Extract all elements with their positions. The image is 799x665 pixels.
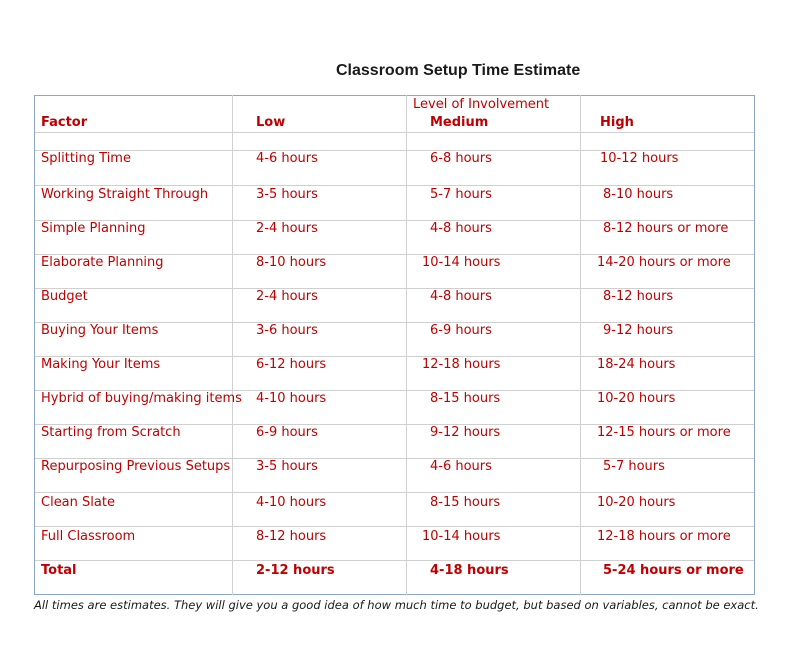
row-divider bbox=[34, 526, 754, 527]
low-cell: 6-9 hours bbox=[256, 425, 318, 440]
high-cell: 8-10 hours bbox=[603, 187, 674, 202]
row-divider bbox=[34, 132, 754, 133]
row-divider bbox=[34, 185, 754, 186]
factor-cell: Making Your Items bbox=[41, 357, 161, 372]
column-divider bbox=[406, 95, 407, 595]
medium-cell: 8-15 hours bbox=[430, 495, 501, 510]
high-cell: 5-7 hours bbox=[603, 459, 665, 474]
factor-cell: Hybrid of buying/making items bbox=[41, 391, 242, 406]
high-cell: 12-15 hours or more bbox=[597, 425, 731, 440]
table-border-right bbox=[754, 95, 755, 595]
total-high-cell: 5-24 hours or more bbox=[603, 563, 744, 578]
factor-cell: Splitting Time bbox=[41, 151, 131, 166]
factor-cell: Elaborate Planning bbox=[41, 255, 164, 270]
column-header-low: Low bbox=[256, 115, 286, 130]
high-cell: 14-20 hours or more bbox=[597, 255, 731, 270]
row-divider bbox=[34, 560, 754, 561]
factor-cell: Buying Your Items bbox=[41, 323, 159, 338]
table-border-left bbox=[34, 95, 35, 595]
low-cell: 3-5 hours bbox=[256, 459, 318, 474]
total-medium-cell: 4-18 hours bbox=[430, 563, 509, 578]
medium-cell: 4-6 hours bbox=[430, 459, 492, 474]
high-cell: 10-20 hours bbox=[597, 495, 676, 510]
column-divider bbox=[232, 95, 233, 595]
factor-cell: Clean Slate bbox=[41, 495, 115, 510]
table-border-top bbox=[34, 95, 754, 96]
low-cell: 3-5 hours bbox=[256, 187, 318, 202]
medium-cell: 6-9 hours bbox=[430, 323, 492, 338]
medium-cell: 9-12 hours bbox=[430, 425, 501, 440]
high-cell: 9-12 hours bbox=[603, 323, 674, 338]
level-of-involvement-label: Level of Involvement bbox=[413, 97, 550, 112]
page-title: Classroom Setup Time Estimate bbox=[336, 62, 581, 79]
low-cell: 4-10 hours bbox=[256, 391, 327, 406]
footnote: All times are estimates. They will give you a good idea of how much time to budget, but based on variables, cannot be exact. bbox=[34, 598, 759, 612]
high-cell: 8-12 hours bbox=[603, 289, 674, 304]
total-label: Total bbox=[41, 563, 77, 578]
column-header-factor: Factor bbox=[41, 115, 88, 130]
medium-cell: 10-14 hours bbox=[422, 529, 501, 544]
high-cell: 18-24 hours bbox=[597, 357, 676, 372]
factor-cell: Repurposing Previous Setups bbox=[41, 459, 231, 474]
low-cell: 4-10 hours bbox=[256, 495, 327, 510]
table-border-bottom bbox=[34, 594, 754, 595]
high-cell: 10-12 hours bbox=[600, 151, 679, 166]
high-cell: 10-20 hours bbox=[597, 391, 676, 406]
factor-cell: Working Straight Through bbox=[41, 187, 209, 202]
factor-cell: Budget bbox=[41, 289, 88, 304]
low-cell: 8-10 hours bbox=[256, 255, 327, 270]
medium-cell: 5-7 hours bbox=[430, 187, 492, 202]
low-cell: 2-4 hours bbox=[256, 221, 318, 236]
medium-cell: 12-18 hours bbox=[422, 357, 501, 372]
medium-cell: 4-8 hours bbox=[430, 289, 492, 304]
factor-cell: Full Classroom bbox=[41, 529, 136, 544]
high-cell: 8-12 hours or more bbox=[603, 221, 729, 236]
medium-cell: 10-14 hours bbox=[422, 255, 501, 270]
medium-cell: 8-15 hours bbox=[430, 391, 501, 406]
low-cell: 4-6 hours bbox=[256, 151, 318, 166]
row-divider bbox=[34, 492, 754, 493]
factor-cell: Starting from Scratch bbox=[41, 425, 181, 440]
medium-cell: 6-8 hours bbox=[430, 151, 492, 166]
time-estimate-table bbox=[34, 95, 755, 595]
column-header-medium: Medium bbox=[430, 115, 489, 130]
total-low-cell: 2-12 hours bbox=[256, 563, 335, 578]
factor-cell: Simple Planning bbox=[41, 221, 146, 236]
high-cell: 12-18 hours or more bbox=[597, 529, 731, 544]
medium-cell: 4-8 hours bbox=[430, 221, 492, 236]
column-divider bbox=[580, 95, 581, 595]
low-cell: 2-4 hours bbox=[256, 289, 318, 304]
column-header-high: High bbox=[600, 115, 634, 130]
low-cell: 6-12 hours bbox=[256, 357, 327, 372]
low-cell: 3-6 hours bbox=[256, 323, 318, 338]
low-cell: 8-12 hours bbox=[256, 529, 327, 544]
